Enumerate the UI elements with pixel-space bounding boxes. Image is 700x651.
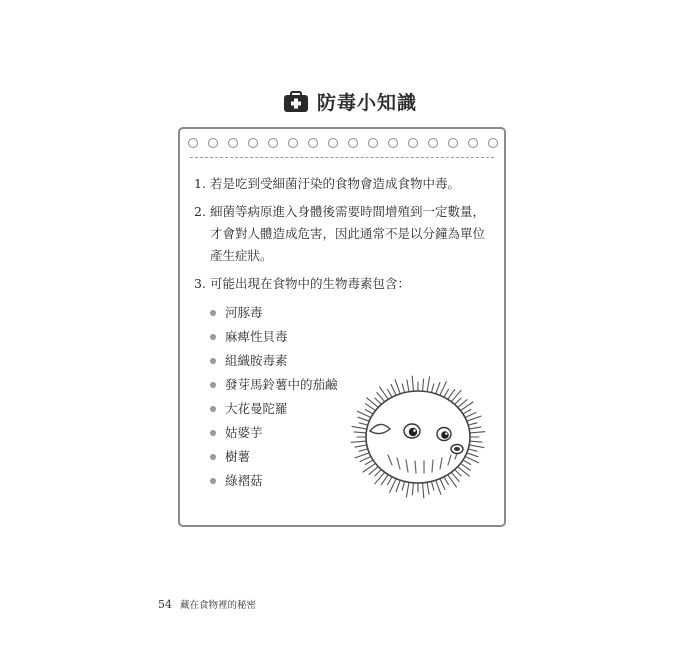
toxin-item <box>210 301 494 325</box>
section-header <box>0 88 700 115</box>
toxin-label: 麻痺性貝毒 <box>225 329 288 344</box>
ring-hole <box>308 138 318 148</box>
ring-hole <box>388 138 398 148</box>
ring-hole <box>188 138 198 148</box>
toxin-label: 大花曼陀羅 <box>225 401 288 416</box>
ring-hole <box>228 138 238 148</box>
ring-hole <box>208 138 218 148</box>
notepad-ring-holes <box>188 138 498 152</box>
item-text: 可能出現在食物中的生物毒素包含： <box>210 276 411 291</box>
bullet-dot <box>210 406 216 412</box>
toxin-label: 綠褶菇 <box>225 473 263 488</box>
ring-hole <box>408 138 418 148</box>
ring-hole <box>348 138 358 148</box>
toxin-label: 河豚毒 <box>225 305 263 320</box>
bullet-dot <box>210 430 216 436</box>
bullet-dot <box>210 454 216 460</box>
ring-hole <box>448 138 458 148</box>
section-title: 防毒小知識 <box>316 92 417 114</box>
bullet-dot <box>210 382 216 388</box>
bullet-dot <box>210 358 216 364</box>
ring-hole <box>248 138 258 148</box>
page-footer <box>158 597 256 611</box>
page-number: 54 <box>158 598 172 611</box>
ring-hole <box>368 138 378 148</box>
item-number: 2. <box>194 204 206 219</box>
ring-hole <box>488 138 498 148</box>
ring-hole <box>468 138 478 148</box>
dashed-divider <box>190 157 494 158</box>
item-text: 細菌等病原進入身體後需要時間增殖到一定數量，才會對人體造成危害，因此通常不是以分鐘為單位產生症狀。 <box>210 204 486 263</box>
ring-hole <box>288 138 298 148</box>
first-aid-kit-icon <box>283 91 309 113</box>
item-text: 若是吃到受細菌汙染的食物會造成食物中毒。 <box>210 176 461 191</box>
notepad-card <box>178 127 506 527</box>
pufferfish-icon <box>340 369 490 504</box>
list-item <box>194 273 494 295</box>
item-number: 1. <box>194 176 206 191</box>
list-item <box>194 201 494 267</box>
list-item <box>194 173 494 195</box>
toxin-label: 樹薯 <box>225 449 251 464</box>
bullet-dot <box>210 310 216 316</box>
toxin-item <box>210 325 494 349</box>
book-title: 藏在食物裡的秘密 <box>180 600 257 611</box>
bullet-dot <box>210 334 216 340</box>
ring-hole <box>328 138 338 148</box>
bullet-dot <box>210 478 216 484</box>
item-number: 3. <box>194 276 206 291</box>
toxin-label: 發芽馬鈴薯中的茄鹼 <box>225 377 338 392</box>
ring-hole <box>428 138 438 148</box>
toxin-label: 姑婆芋 <box>225 425 263 440</box>
ring-hole <box>268 138 278 148</box>
toxin-label: 組織胺毒素 <box>225 353 288 368</box>
